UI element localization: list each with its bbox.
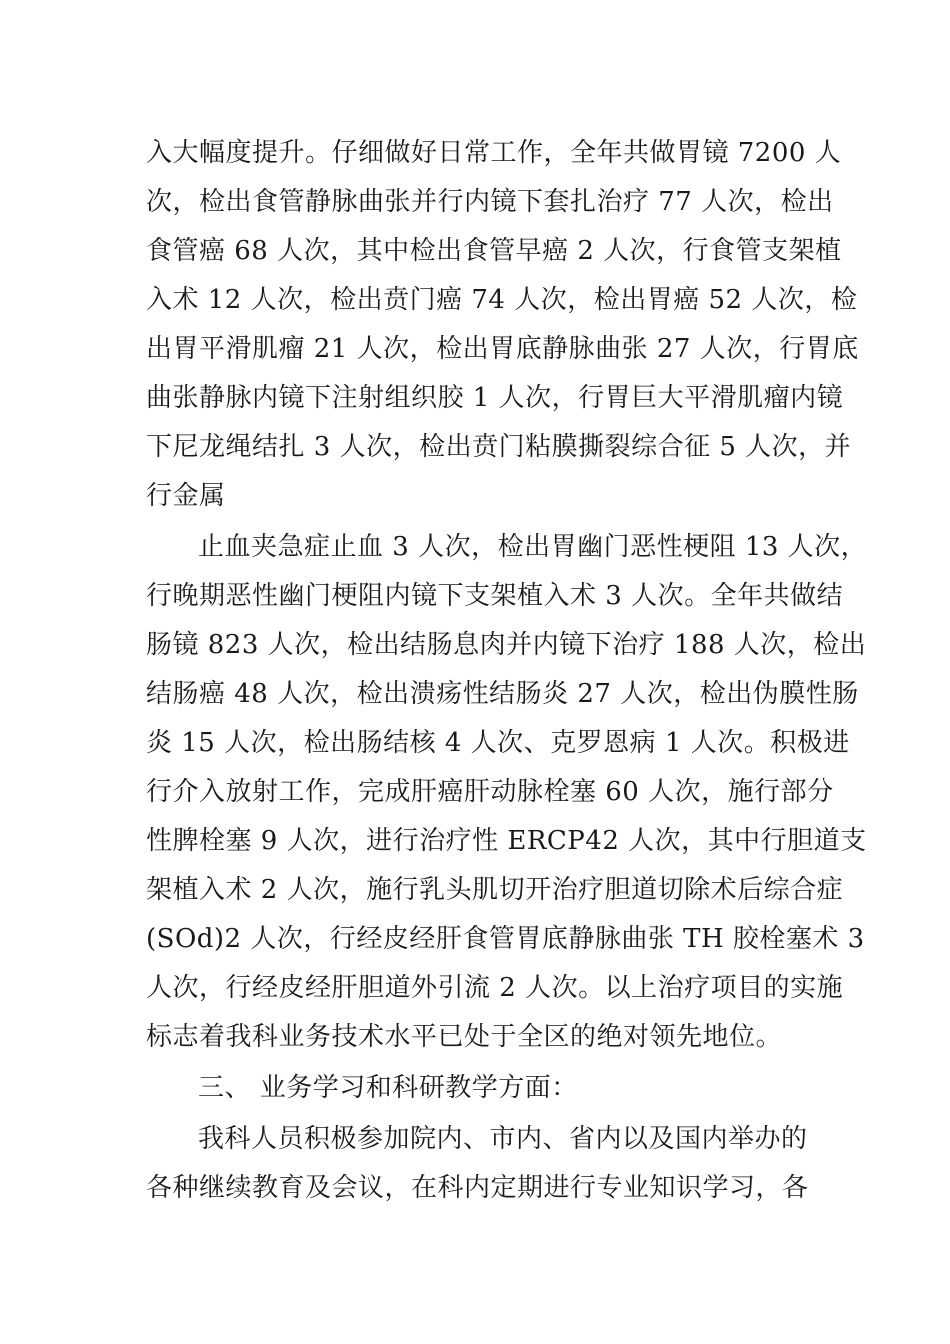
text-line: 炎 15 人次，检出肠结核 4 人次、克罗恩病 1 人次。积极进 [146,728,850,758]
text-line: 各种继续教育及会议，在科内定期进行专业知识学习，各 [146,1173,809,1203]
text-line: 结肠癌 48 人次，检出溃疡性结肠炎 27 人次，检出伪膜性肠 [146,679,859,709]
text-line: 入大幅度提升。仔细做好日常工作，全年共做胃镜 7200 人 [146,138,842,168]
text-line: 食管癌 68 人次，其中检出食管早癌 2 人次，行食管支架植 [146,236,842,266]
text-line: 标志着我科业务技术水平已处于全区的绝对领先地位。 [146,1022,783,1052]
text-line: 性脾栓塞 9 人次，进行治疗性 ERCP42 人次，其中行胆道支 [146,826,867,856]
text-line: 架植入术 2 人次，施行乳头肌切开治疗胆道切除术后综合症 [146,875,844,905]
text-line: 行晚期恶性幽门梗阻内镜下支架植入术 3 人次。全年共做结 [146,581,844,611]
text-line: 肠镜 823 人次，检出结肠息肉并内镜下治疗 188 人次，检出 [146,630,867,660]
text-line: 行金属 [146,481,226,511]
text-line: 曲张静脉内镜下注射组织胶 1 人次，行胃巨大平滑肌瘤内镜 [146,383,844,413]
text-line: 人次，行经皮经肝胆道外引流 2 人次。以上治疗项目的实施 [146,973,844,1003]
text-line: 次，检出食管静脉曲张并行内镜下套扎治疗 77 人次，检出 [146,187,834,217]
paragraph-first-line: 我科人员积极参加院内、市内、省内以及国内举办的 [198,1124,808,1154]
section-heading: 三、 业务学习和科研教学方面： [198,1073,578,1103]
text-line: 行介入放射工作，完成肝癌肝动脉栓塞 60 人次，施行部分 [146,777,834,807]
text-line: (SOd)2 人次，行经皮经肝食管胃底静脉曲张 TH 胶栓塞术 3 [146,924,865,954]
text-line: 下尼龙绳结扎 3 人次，检出贲门粘膜撕裂综合征 5 人次，并 [146,432,852,462]
paragraph-first-line: 止血夹急症止血 3 人次，检出胃幽门恶性梗阻 13 人次， [198,532,868,562]
text-line: 出胃平滑肌瘤 21 人次，检出胃底静脉曲张 27 人次，行胃底 [146,334,859,364]
text-line: 入术 12 人次，检出贲门癌 74 人次，检出胃癌 52 人次，检 [146,285,858,315]
